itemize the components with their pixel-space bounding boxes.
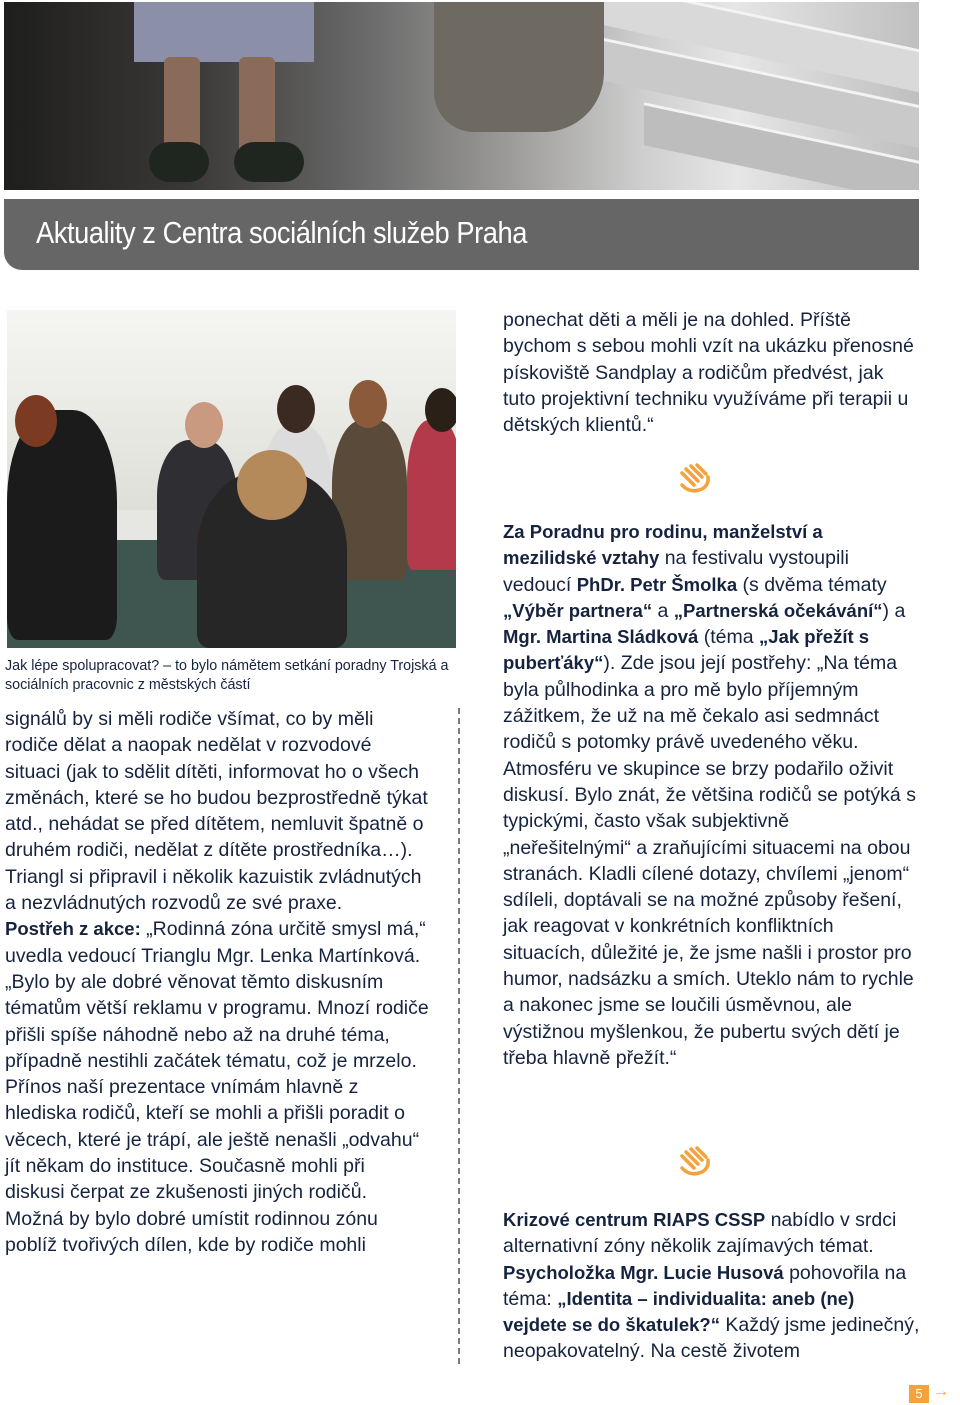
person-name: PhDr. Petr Šmolka: [576, 573, 738, 595]
person-head: [15, 395, 57, 447]
paragraph-text: „Rodinná zóna určitě smysl má,“ uvedla vedoucí Trianglu Mgr. Lenka Martínková. „Bylo by ale dobré věnovat těmto diskusním tématům větší reklamu v programu. Mnozí rodiče přišli spíše náhodně nebo až na druhé téma, případně nestihli začátek tématu, což je mrzelo. Přínos naší prezentace vnímám hlavně z hlediska rodičů, kteří se mohli a přišli poradit o věcech, které je trápí, ale ještě nenašli „odvahu“ jít někam do instituce. Současně mohli při diskusi čerpat ze zkušenosti jiných rodičů. Možná by bylo dobré umístit rodinnou zónu poblíž tvořivých dílen, kde by rodiče mohli: [5, 918, 429, 1256]
person-name: Mgr. Martina Sládková: [503, 626, 699, 648]
shorts: [134, 2, 314, 62]
sandal: [149, 142, 209, 182]
left-column: [5, 706, 429, 1258]
right-column-top: [503, 307, 917, 438]
statue: [434, 2, 604, 132]
left-paragraph: signálů by si měli rodiče všímat, co by měli rodiče dělat a naopak nedělat v rozvodové situaci (jak to sdělit dítěti, informovat ho o všech změnách, které se ho budou bezprostředně týkat atd., nehádat se před dítětem, nemluvit špatně o druhém rodiči, nedělat z dítěte prostředníka…). Triangl si připravil i několik kazuistik zvládnutých a nezvládnutých rozvodů ze své praxe.: [5, 708, 428, 915]
title-banner: [4, 199, 919, 270]
topic-name: „Identita – individualita: aneb (ne) vejdete se do škatulek?“: [503, 1287, 855, 1336]
paragraph-text: ). Zde jsou její postřehy: „Na téma byla půlhodinka a pro mě bylo příjemným zážitkem, že už na mě čekalo asi sedmnáct rodičů s potomky právě uvedeného věku. Atmosféru ve skupince se brzy podařilo oživit diskusí. Bylo znát, že většina rodičů se potýká s typickými, často však subjektivně „neřešitelnými“ a zraňujícími situacemi na obou stranách. Kladli cílené dotazy, chvílemi „jenom“ sdíleli, doptávali se na možné způsoby řešení, jak reagovat v konkrétních konfliktních situacích, důležité je, že jsme našli i prostor pro humor, nadsázku a smích. Uteklo nám to rychle a nakonec jsme se loučili úsměvnou, ale výstižnou myšlenkou, že pubertu svých dětí je třeba hlavně přežít.“: [503, 652, 916, 1069]
emphasis: Postřeh z akce:: [5, 918, 141, 940]
paragraph-text: Každý jsme jedinečný, neopakovatelný. Na cestě životem: [503, 1314, 920, 1363]
paragraph-text: ) a: [882, 599, 906, 622]
person-head: [237, 450, 307, 520]
right-column-section-2: [503, 519, 917, 1071]
person-head: [277, 385, 315, 433]
right-paragraph: ponechat děti a měli je na dohled. Příště bychom s sebou mohli vzít na ukázku přenosné pískoviště Sandplay a rodičům předvést, jak tuto projektivní techniku využíváme při terapii u dětských klientů.“: [503, 309, 914, 437]
left-paragraph-2: [5, 916, 429, 1258]
hand-icon: [676, 1146, 714, 1178]
person: [7, 410, 117, 640]
person-head: [349, 380, 387, 428]
person-head: [425, 388, 456, 432]
meeting-photo: [7, 310, 456, 648]
person: [407, 420, 456, 570]
paragraph-text: na festivalu vystoupili vedoucí: [503, 547, 849, 596]
sandal: [234, 142, 304, 182]
person-name: Psycholožka Mgr. Lucie Husová: [503, 1261, 784, 1283]
topic-name: „Jak přežít s puberťáky“: [503, 626, 870, 674]
topic-name: „Partnerská očekávání“: [673, 599, 883, 621]
hand-icon: [676, 463, 714, 495]
section-2-paragraph: [503, 519, 917, 1071]
paragraph-text: a: [652, 599, 674, 622]
person-head: [185, 402, 223, 448]
right-column-section-3: [503, 1207, 923, 1365]
caption-rest: – to bylo námětem setkání poradny Trojská a sociálních pracovnic z městských částí: [5, 658, 449, 693]
org-name: Za Poradnu pro rodinu, manželství a mezilidské vztahy: [503, 521, 823, 569]
page-number: 5: [909, 1385, 929, 1403]
paragraph-text: nabídlo v srdci alternativní zóny několik zajímavých témat.: [503, 1209, 897, 1258]
section-3-paragraph: [503, 1207, 923, 1365]
topic-name: „Výběr partnera“: [503, 599, 653, 621]
caption-lead: Jak lépe spolupracovat?: [5, 658, 160, 674]
page-title: Aktuality z Centra sociálních služeb Praha: [36, 215, 527, 250]
paragraph-text: (téma: [698, 626, 760, 649]
paragraph-text: pohovořila na téma:: [503, 1261, 907, 1310]
org-name: Krizové centrum RIAPS CSSP: [503, 1209, 766, 1230]
hero-photo: [4, 2, 919, 190]
photo-caption: [5, 657, 455, 695]
next-arrow-icon[interactable]: →: [933, 1383, 949, 1400]
column-divider: [458, 708, 460, 1364]
paragraph-text: (s dvěma tématy: [737, 573, 887, 596]
